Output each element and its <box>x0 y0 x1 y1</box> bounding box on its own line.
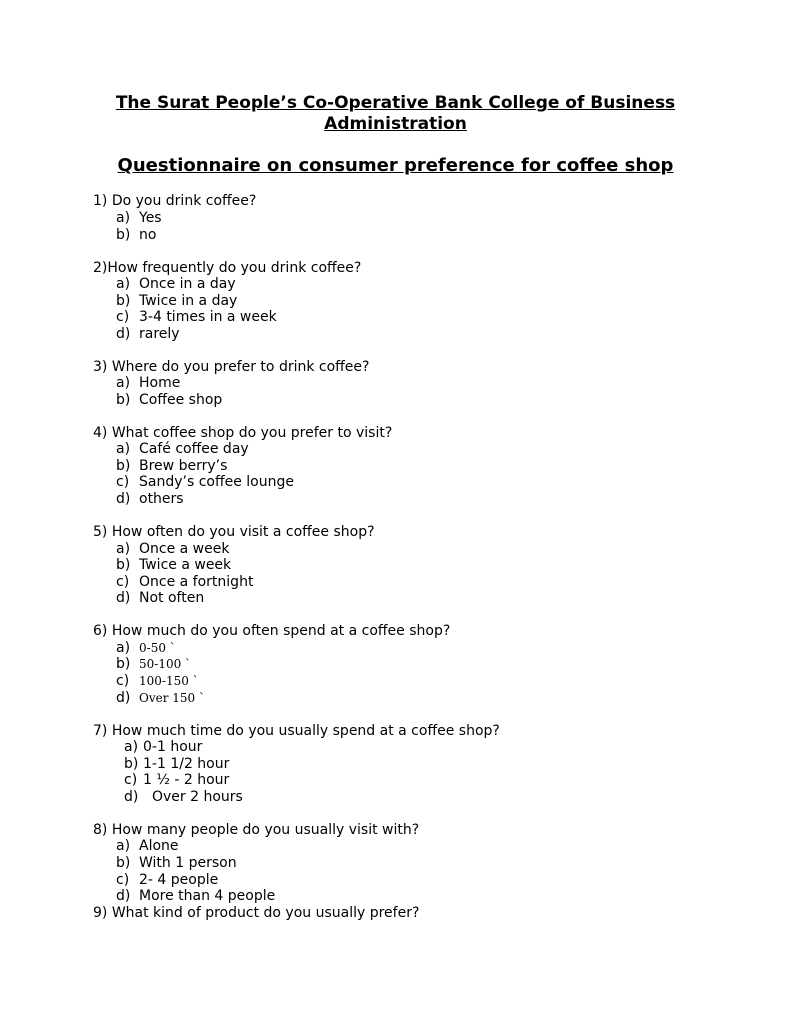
option: d) rarely <box>116 326 180 342</box>
question-6: 6) How much do you often spend at a coffee shop? <box>93 623 451 639</box>
question-8: 8) How many people do you usually visit with? <box>93 822 420 838</box>
questionnaire-title: Questionnaire on consumer preference for coffee shop <box>117 155 674 176</box>
option: c) 100-150 ` <box>116 673 199 689</box>
option: d) Over 150 ` <box>116 690 205 706</box>
option: b) Coffee shop <box>116 392 223 408</box>
option: a) 0-1 hour <box>124 739 203 755</box>
option: b) no <box>116 227 157 243</box>
option: b) Twice in a day <box>116 293 238 309</box>
option: a) Café coffee day <box>116 441 249 457</box>
option: b) Twice a week <box>116 557 232 573</box>
option: a) Once a week <box>116 541 230 557</box>
option: b) Brew berry’s <box>116 458 228 474</box>
option: d) Not often <box>116 590 205 606</box>
question-9: 9) What kind of product do you usually prefer? <box>93 905 420 921</box>
option: c) Once a fortnight <box>116 574 254 590</box>
option: d) Over 2 hours <box>124 789 243 805</box>
option: d) More than 4 people <box>116 888 276 904</box>
option: d) others <box>116 491 184 507</box>
question-7: 7) How much time do you usually spend at a coffee shop? <box>93 723 500 739</box>
college-title: The Surat People’s Co-Operative Bank College of Business Administration <box>115 93 676 134</box>
option: b) 1-1 1/2 hour <box>124 756 230 772</box>
option: b) With 1 person <box>116 855 237 871</box>
option: a) 0-50 ` <box>116 640 176 656</box>
option: a) Alone <box>116 838 179 854</box>
question-4: 4) What coffee shop do you prefer to visit? <box>93 425 393 441</box>
option: c) Sandy’s coffee lounge <box>116 474 294 490</box>
question-5: 5) How often do you visit a coffee shop? <box>93 524 375 540</box>
option: c) 3-4 times in a week <box>116 309 277 325</box>
question-2: 2)How frequently do you drink coffee? <box>93 260 362 276</box>
option: c) 1 ½ - 2 hour <box>124 772 230 788</box>
option: b) 50-100 ` <box>116 656 192 672</box>
option: a) Home <box>116 375 181 391</box>
option: a) Once in a day <box>116 276 236 292</box>
question-1: 1) Do you drink coffee? <box>93 193 257 209</box>
option: c) 2- 4 people <box>116 872 219 888</box>
option: a) Yes <box>116 210 162 226</box>
question-3: 3) Where do you prefer to drink coffee? <box>93 359 370 375</box>
